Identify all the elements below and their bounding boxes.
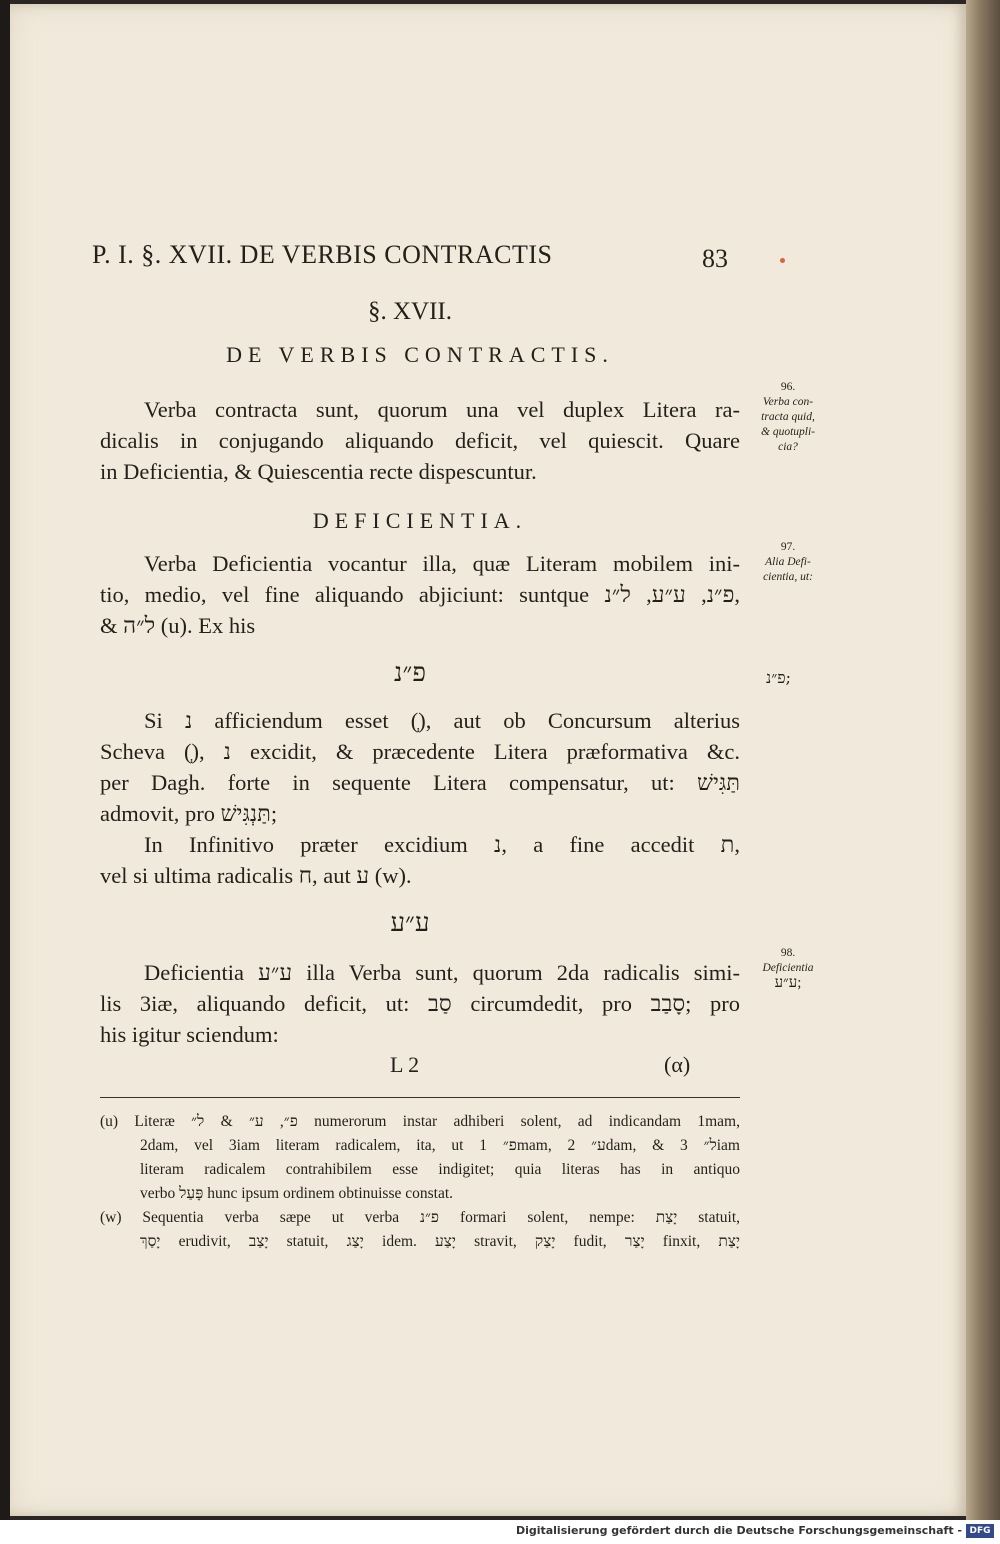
- paragraph-3: [100, 705, 740, 829]
- text-line: per Dagh. forte in sequente Litera compensatur, ut: תַּגִּישׁ: [100, 770, 740, 795]
- text-line: admovit, pro תַּנְגִּישׁ;: [100, 801, 278, 826]
- text-line: in Deficientia, & Quiescentia recte dispescuntur.: [100, 459, 537, 484]
- catchword: (α): [664, 1052, 691, 1077]
- margin-line: cientia, ut:: [763, 571, 813, 583]
- paragraph-2: [100, 548, 740, 641]
- signature-mark: L 2: [390, 1052, 420, 1077]
- section-number: §. XVII.: [367, 298, 452, 325]
- paragraph-4: [100, 829, 740, 891]
- section-title: DE VERBIS CONTRACTIS.: [226, 342, 614, 367]
- text-line: In Infinitivo præter excidium נ, a fine accedit ת,: [144, 832, 740, 857]
- margin-line: tracta quid,: [761, 411, 815, 423]
- margin-line: Verba con-: [762, 396, 814, 408]
- text-line: Deficientia ע״ע illa Verba sunt, quorum 2da radicalis simi-: [144, 960, 740, 985]
- text-line: & ל״ה (u). Ex his: [100, 613, 256, 638]
- running-title: P. I. §. XVII. DE VERBIS CONTRACTIS: [92, 240, 553, 269]
- text-line: Verba Deficientia vocantur illa, quæ Literam mobilem ini-: [144, 551, 740, 576]
- footnote-line: 2dam, vel 3iam literam radicalem, ita, ut פ״ 1mam, ע״ 2dam, & ל״ 3iam: [140, 1137, 740, 1154]
- paragraph-1: [100, 394, 740, 487]
- text-line: Si נ afficiendum esset (ְ), aut ob Concursum alterius: [144, 708, 740, 733]
- page-number: 83: [702, 244, 728, 273]
- margin-note-97: [748, 540, 828, 585]
- footnote-line: (w) Sequentia verba sæpe ut verba פ״נ formari solent, nempe: יָצַת statuit,: [100, 1209, 740, 1226]
- margin-line: Alia Defi-: [765, 556, 811, 568]
- footnote-line: verbo פָּעַל hunc ipsum ordinem obtinuisse constat.: [140, 1185, 454, 1202]
- text-line: tio, medio, vel fine aliquando abjiciunt: suntque פ״נ, ע״ע, ל״נ,: [100, 582, 740, 607]
- footnote-line: יָסַךְ erudivit, יָצַב statuit, יָצַג idem. יָצַע stravit, יָצַק fudit, יָצַר finxit, יָצַת: [140, 1233, 741, 1250]
- paragraph-5: [100, 957, 740, 1050]
- text-line: Verba contracta sunt, quorum una vel duplex Litera ra-: [144, 397, 740, 422]
- text-line: Scheva (ְ), נ excidit, & præcedente Litera præformativa &c.: [100, 739, 740, 764]
- margin-number: 98.: [780, 947, 796, 959]
- text-line: dicalis in conjugando aliquando deficit, vel quiescit. Quare: [100, 428, 740, 453]
- footnote-line: (u) Literæ פ״, ע״ & ל״ numerorum instar adhiberi solent, ad indicandam 1mam,: [100, 1113, 740, 1130]
- margin-note-96: [748, 380, 828, 455]
- margin-line: cia?: [778, 441, 798, 453]
- ink-spot: [780, 258, 785, 263]
- text-line: his igitur sciendum:: [100, 1022, 279, 1047]
- footnote-line: literam radicalem contrahibilem esse indigitet; quia literas has in antiquo: [140, 1161, 740, 1178]
- subheading-deficientia: DEFICIENTIA.: [312, 508, 528, 533]
- margin-line: & quotupli-: [761, 426, 815, 438]
- text-line: lis 3iæ, aliquando deficit, ut: סַב circumdedit, pro סָבַב; pro: [100, 991, 741, 1016]
- hebrew-heading-pn: פ״נ: [394, 658, 426, 687]
- margin-number: 96.: [780, 381, 796, 393]
- footnote-rule: [100, 1097, 740, 1098]
- hebrew-heading-aa: ע״ע: [390, 908, 430, 937]
- footnote-w: [100, 1206, 740, 1254]
- footnote-u: [100, 1110, 740, 1206]
- text-line: vel si ultima radicalis ח, aut ע (w).: [100, 863, 412, 888]
- margin-line: Deficientia: [762, 962, 814, 974]
- margin-note-pn: פ״נ;: [766, 668, 792, 687]
- margin-number: 97.: [780, 541, 796, 553]
- dfg-logo: DFG: [966, 1524, 994, 1538]
- scan-left-edge: [0, 0, 10, 1520]
- margin-note-98: [748, 946, 828, 991]
- margin-line: ע״ע;: [774, 975, 802, 991]
- book-edge: [966, 0, 1000, 1520]
- digitization-credit: Digitalisierung gefördert durch die Deutsche Forschungsgemeinschaft -: [515, 1524, 962, 1537]
